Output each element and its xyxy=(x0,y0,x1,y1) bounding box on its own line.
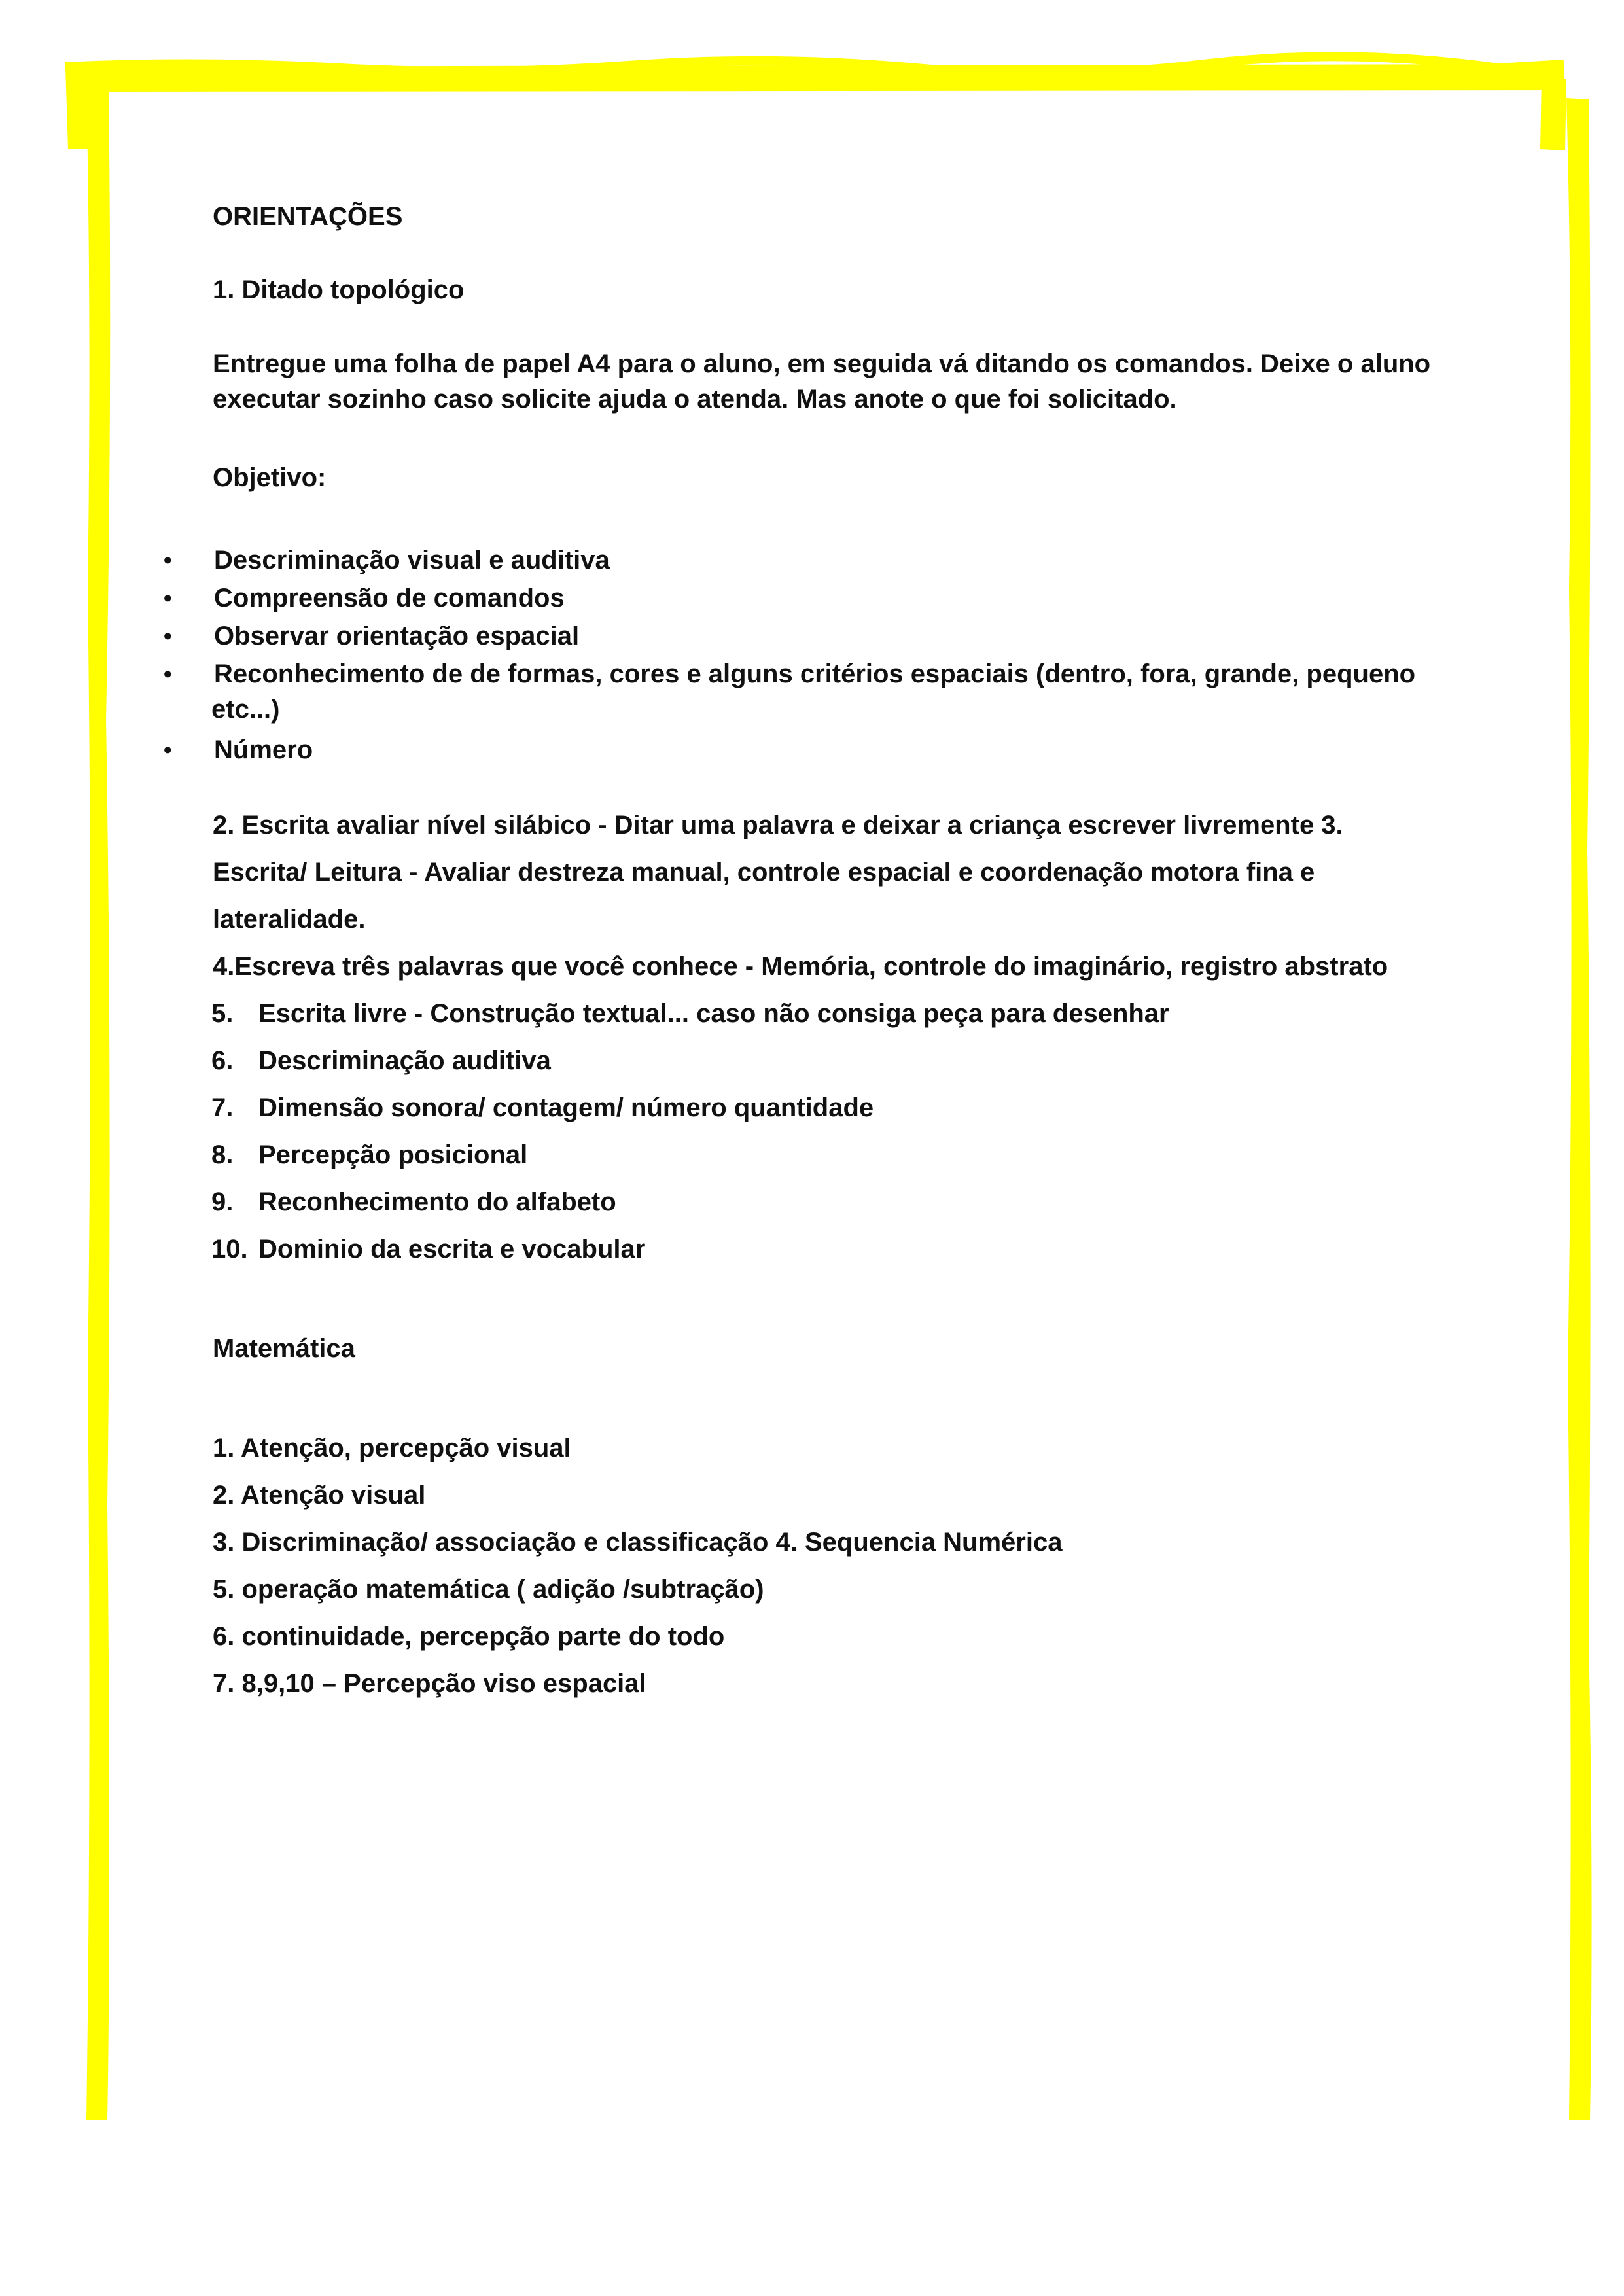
border-left xyxy=(86,92,110,2120)
border-top xyxy=(65,64,1565,149)
bullet-icon: • xyxy=(164,736,172,763)
para2-line2: Escrita/ Leitura - Avaliar destreza manual, controle espacial e coordenação motora fina e xyxy=(213,858,1315,887)
objective-label: Objetivo: xyxy=(213,463,327,492)
list-item: Escrita livre - Construção textual... caso não consiga peça para desenhar xyxy=(258,999,1169,1028)
list-item: Dimensão sonora/ contagem/ número quantidade xyxy=(258,1093,874,1122)
list-item: Número xyxy=(214,735,313,764)
bullet-icon: • xyxy=(164,584,172,611)
list-item: Percepção posicional xyxy=(258,1140,528,1169)
section1-text-line1: Entregue uma folha de papel A4 para o aluno, em seguida vá ditando os comandos. Deixe o aluno xyxy=(213,349,1431,378)
bullet-icon: • xyxy=(164,660,172,687)
para2-line4: 4.Escreva três palavras que você conhece - Memória, controle do imaginário, registro abstrato xyxy=(213,952,1388,981)
math-heading: Matemática xyxy=(213,1334,355,1363)
para2-line1: 2. Escrita avaliar nível silábico - Ditar uma palavra e deixar a criança escrever livremente 3. xyxy=(213,811,1343,839)
list-item: Descriminação visual e auditiva xyxy=(214,546,610,574)
item-number: 6. xyxy=(211,1046,234,1075)
list-item: Dominio da escrita e vocabular xyxy=(258,1235,646,1263)
list-item: 5. operação matemática ( adição /subtração) xyxy=(213,1575,764,1604)
item-number: 7. xyxy=(211,1093,234,1122)
section1-title: 1. Ditado topológico xyxy=(213,275,465,304)
bullet-icon: • xyxy=(164,622,172,649)
list-item: 2. Atenção visual xyxy=(213,1481,426,1510)
item-number: 8. xyxy=(211,1140,234,1169)
list-item: Observar orientação espacial xyxy=(214,622,580,650)
list-item: Descriminação auditiva xyxy=(258,1046,551,1075)
heading: ORIENTAÇÕES xyxy=(213,202,403,231)
list-item: Compreensão de comandos xyxy=(214,584,565,612)
list-item: 7. 8,9,10 – Percepção viso espacial xyxy=(213,1669,646,1698)
section1-text-line2: executar sozinho caso solicite ajuda o atenda. Mas anote o que foi solicitado. xyxy=(213,385,1177,414)
item-number: 10. xyxy=(211,1235,248,1263)
list-item: 3. Discriminação/ associação e classificação 4. Sequencia Numérica xyxy=(213,1528,1063,1557)
list-item: 1. Atenção, percepção visual xyxy=(213,1434,571,1462)
list-item: Reconhecimento do alfabeto xyxy=(258,1188,616,1216)
bullet-icon: • xyxy=(164,546,172,573)
border-right-stub xyxy=(1540,79,1566,150)
list-item: 6. continuidade, percepção parte do todo xyxy=(213,1622,725,1651)
item-number: 5. xyxy=(211,999,234,1028)
list-item-continuation: etc...) xyxy=(211,695,280,724)
para2-line3: lateralidade. xyxy=(213,905,366,934)
border-right xyxy=(1566,98,1592,2120)
list-item: Reconhecimento de de formas, cores e alguns critérios espaciais (dentro, fora, grande, pequeno xyxy=(214,660,1416,688)
item-number: 9. xyxy=(211,1188,234,1216)
